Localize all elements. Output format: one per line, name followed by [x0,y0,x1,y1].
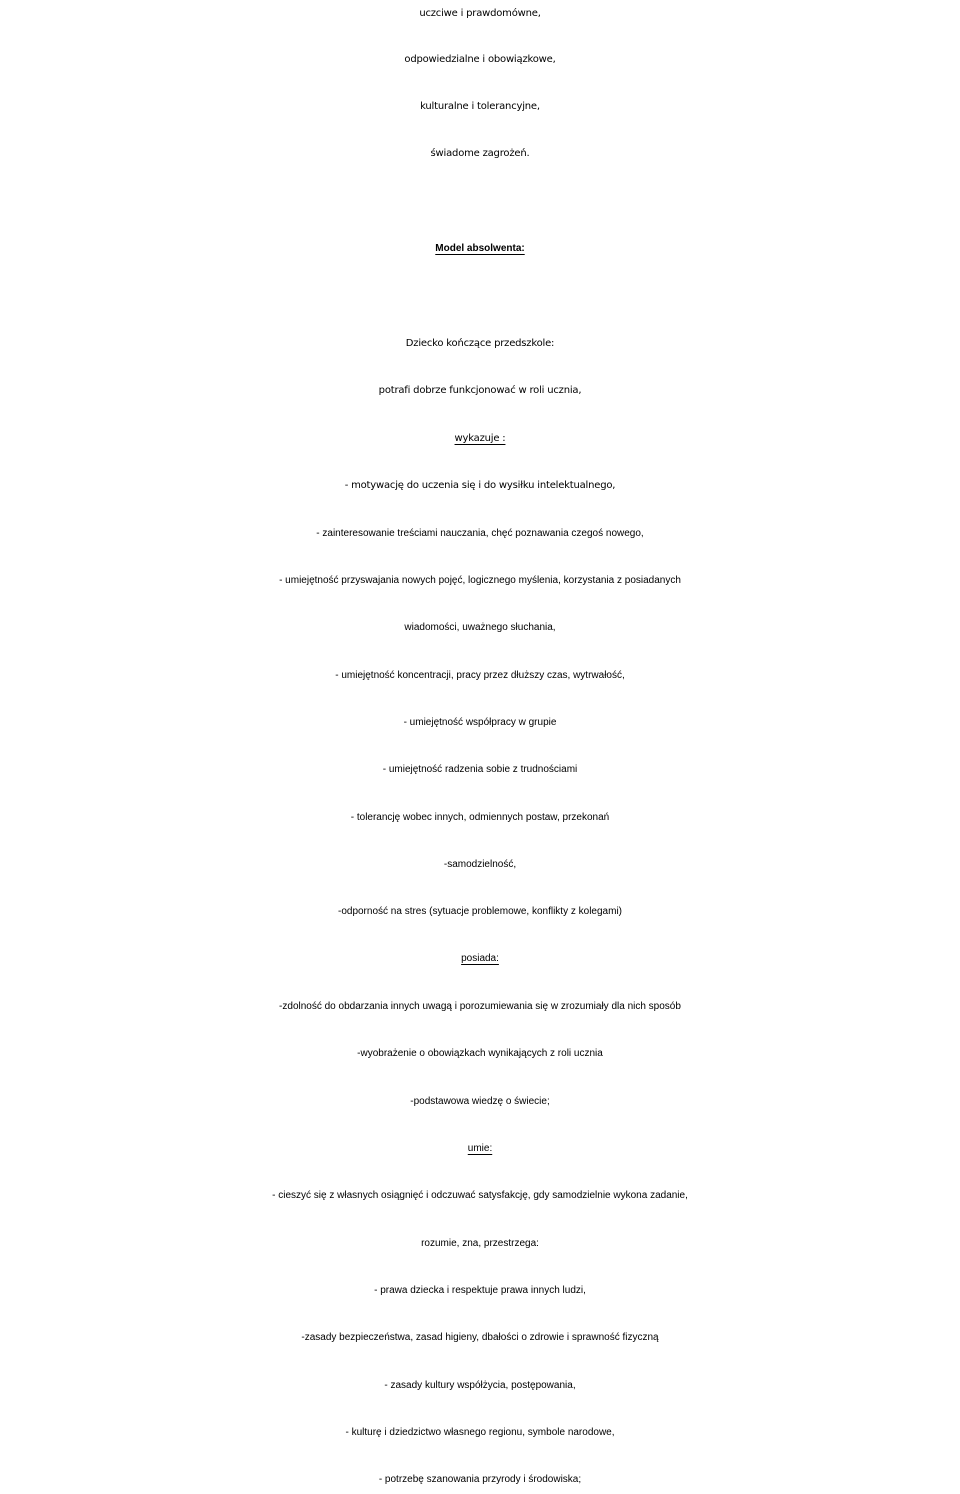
list-item: -samodzielność, [443,859,517,870]
list-item: - umiejętność radzenia sobie z trudnościami [382,764,578,775]
list-item: - potrzebę szanowania przyrody i środowiska; [378,1474,582,1485]
text-line: kulturalne i tolerancyjne, [420,101,540,112]
list-item: - tolerancję wobec innych, odmiennych postaw, przekonań [350,812,610,823]
list-item: - prawa dziecka i respektuje prawa innych ludzi, [374,1285,586,1296]
section-heading: Model absolwenta: [435,243,525,254]
text-line: potrafi dobrze funkcjonować w roli ucznia, [378,385,582,396]
subheading: rozumie, zna, przestrzega: [421,1238,539,1249]
list-item: - umiejętność koncentracji, pracy przez dłuższy czas, wytrwałość, [335,670,625,681]
subheading: posiada: [461,953,499,964]
list-item: wiadomości, uważnego słuchania, [404,622,556,633]
list-item: -zasady bezpieczeństwa, zasad higieny, dbałości o zdrowie i sprawność fizyczną [301,1332,659,1343]
list-item: - umiejętność współpracy w grupie [403,717,557,728]
list-item: - cieszyć się z własnych osiągnięć i odczuwać satysfakcję, gdy samodzielnie wykona zadanie, [272,1190,688,1201]
list-item: - kulturę i dziedzictwo własnego regionu, symbole narodowe, [345,1427,615,1438]
subheading: umie: [467,1143,493,1154]
list-item: - zasady kultury współżycia, postępowania, [384,1380,576,1391]
list-item: - umiejętność przyswajania nowych pojęć, logicznego myślenia, korzystania z posiadanych [279,575,681,586]
text-line: odpowiedzialne i obowiązkowe, [404,54,556,65]
list-item: -podstawowa wiedzę o świecie; [410,1096,550,1107]
text-line: uczciwe i prawdomówne, [419,8,541,19]
list-item: - zainteresowanie treściami nauczania, chęć poznawania czegoś nowego, [316,528,644,539]
text-line: świadome zagrożeń. [430,148,530,159]
subheading: wykazuje : [454,433,506,444]
list-item: -odporność na stres (sytuacje problemowe, konflikty z kolegami) [337,906,622,917]
list-item: -wyobrażenie o obowiązkach wynikających z roli ucznia [357,1048,603,1059]
text-line: Dziecko kończące przedszkole: [405,338,555,349]
list-item: -zdolność do obdarzania innych uwagą i porozumiewania się w zrozumiały dla nich sposób [279,1001,681,1012]
list-item: - motywację do uczenia się i do wysiłku intelektualnego, [344,480,616,491]
